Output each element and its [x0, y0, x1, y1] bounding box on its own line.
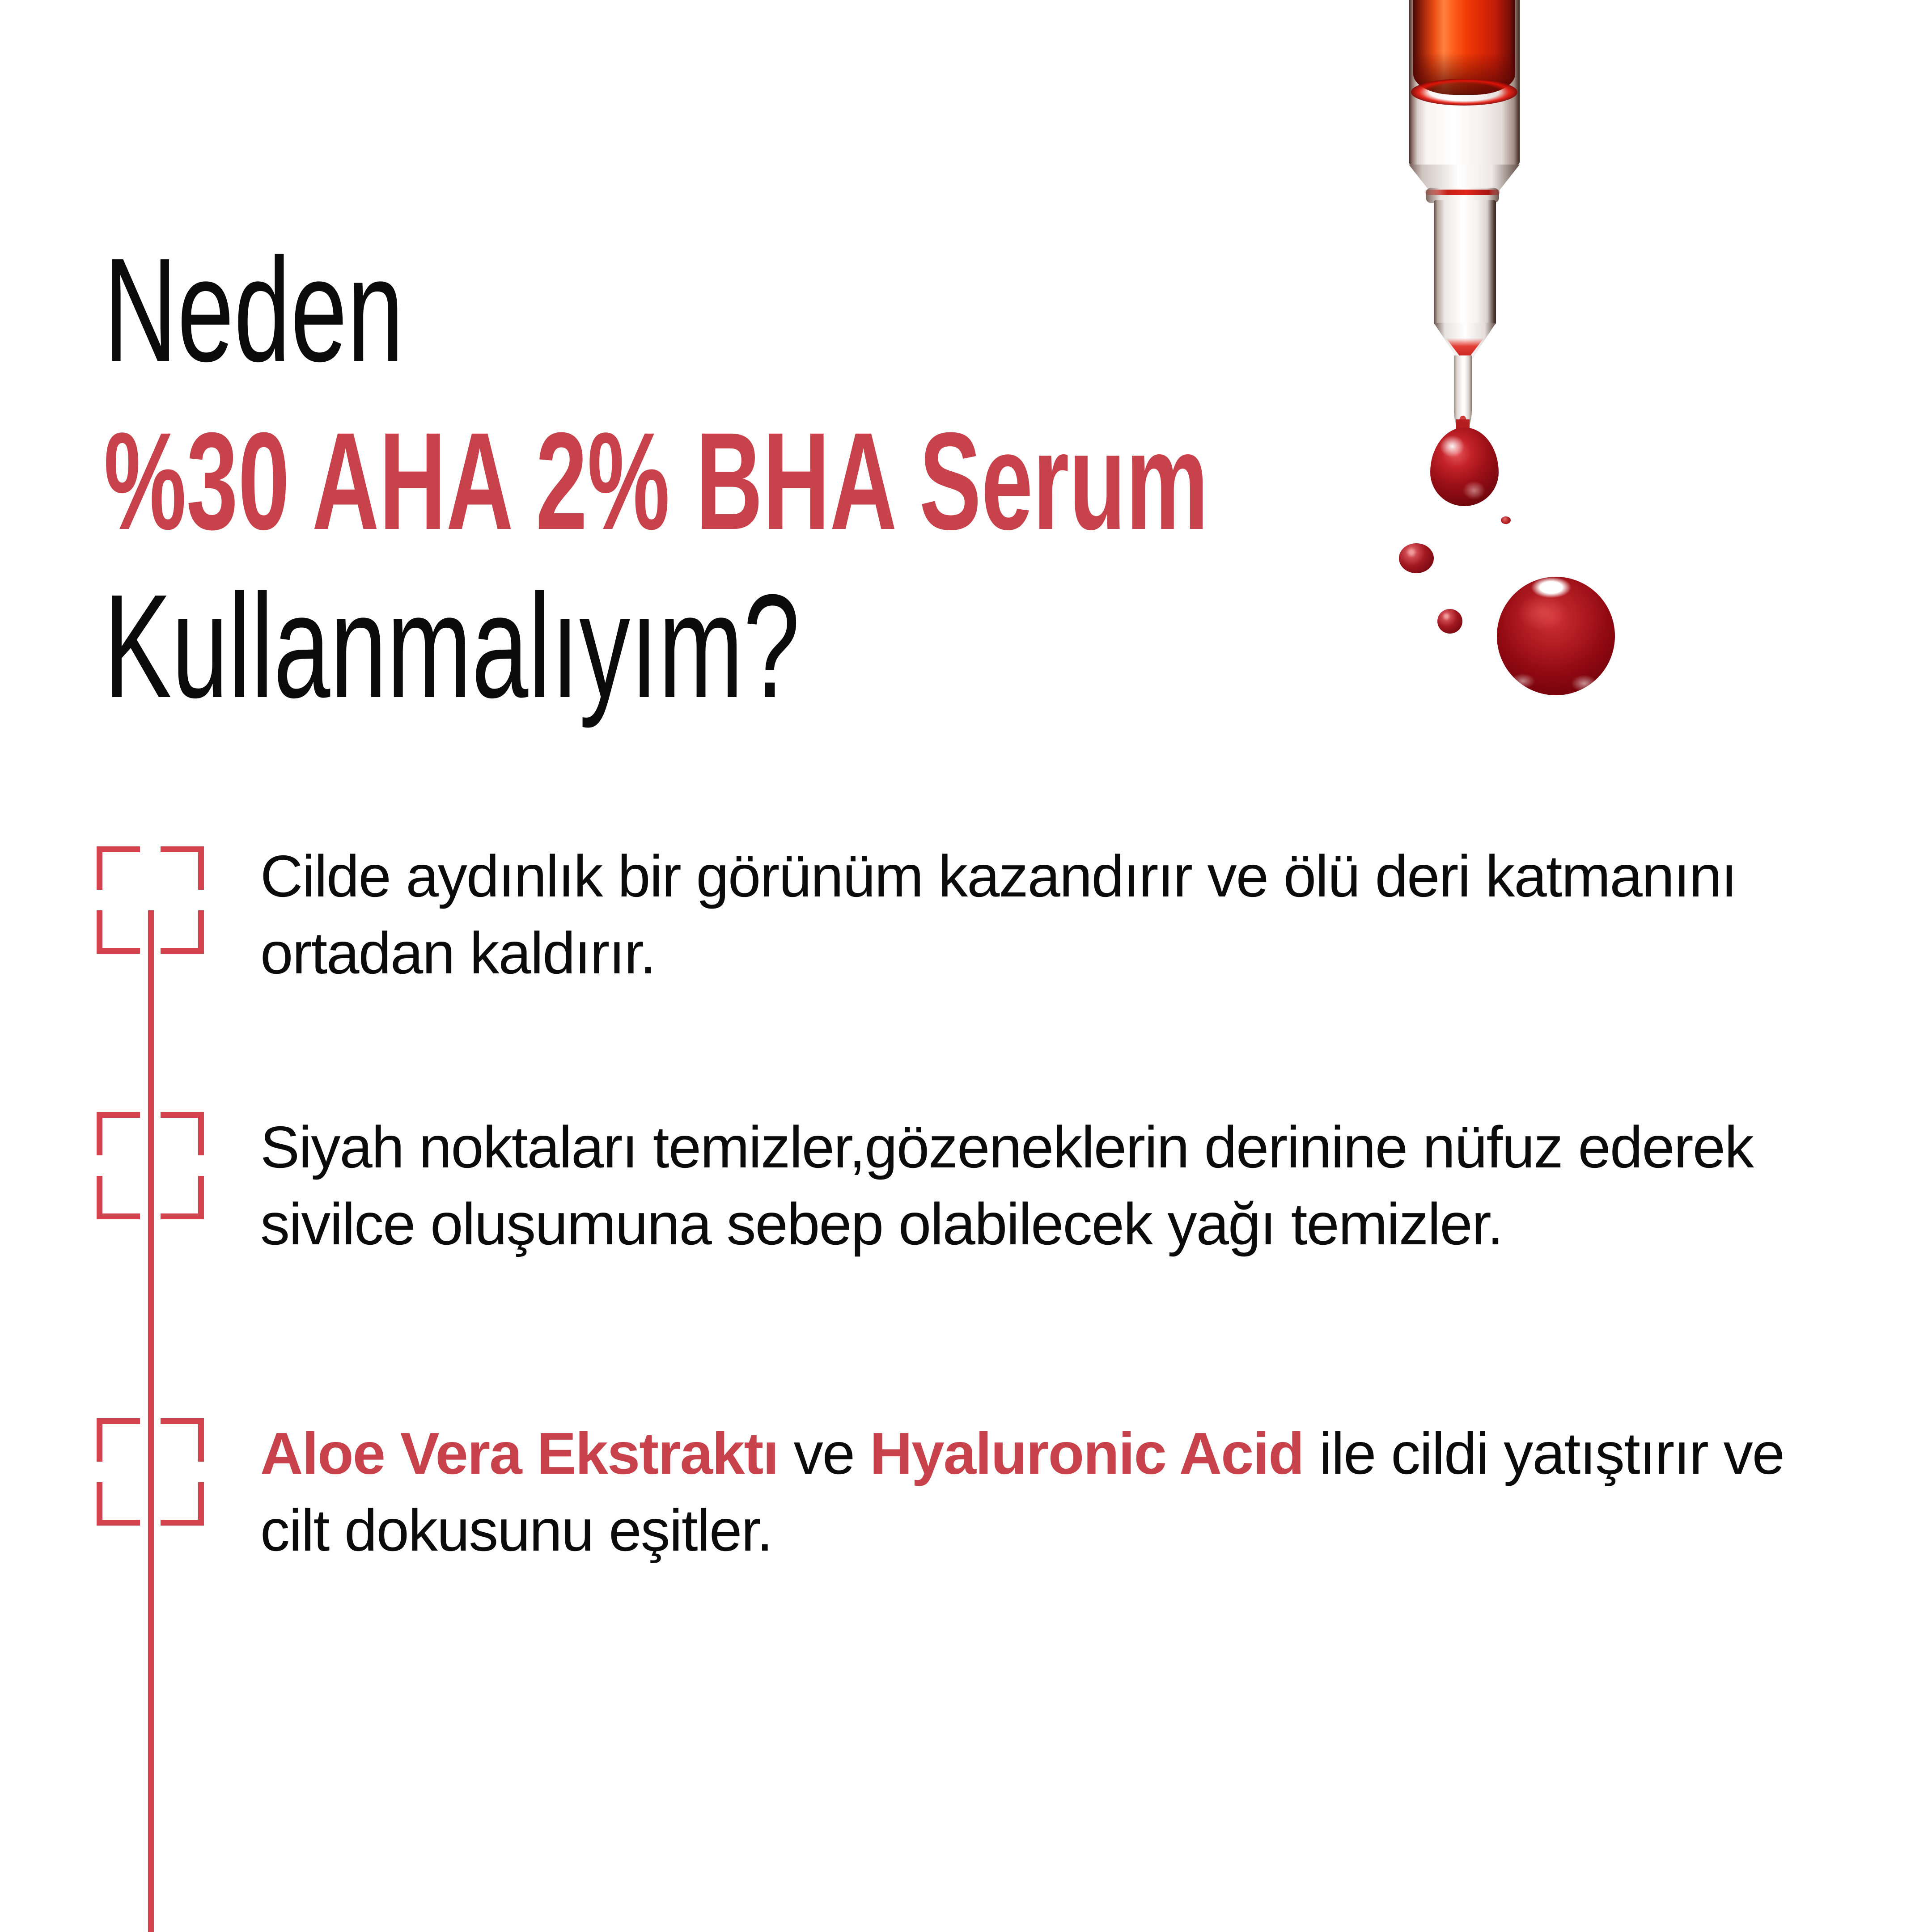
- benefit-2-line-2: sivilce oluşumuna sebep olabilecek yağı temizler.: [260, 1191, 1503, 1257]
- serum-drop-large: [1497, 577, 1615, 695]
- title-line-2-accent: [104, 403, 1753, 558]
- pipette-barrel: [1434, 200, 1496, 325]
- title-line-3: [104, 563, 1113, 728]
- benefit-3-connector-text: ve: [778, 1420, 870, 1486]
- serum-droplet-small-left: [1399, 543, 1434, 573]
- bracket-corner-top-right: [161, 1112, 204, 1155]
- benefit-item-2: [260, 1109, 1893, 1263]
- corner-bracket-square-icon: [97, 846, 204, 954]
- ingredient-hyaluronic-acid: Hyaluronic Acid: [869, 1420, 1304, 1486]
- benefit-3-line-2: cilt dokusunu eşitler.: [260, 1497, 772, 1563]
- pipette-shoulder: [1409, 165, 1520, 191]
- pipette-neck-red-band: [1425, 190, 1500, 195]
- bracket-corner-bottom-left: [97, 1482, 140, 1526]
- bracket-corner-bottom-right: [161, 1482, 204, 1526]
- title-line-1-text: Neden: [104, 227, 404, 392]
- benefit-1-line-1: Cilde aydınlık bir görünüm kazandırır ve ölü deri katmanını: [260, 843, 1737, 909]
- title-line-3-text: Kullanmalıyım?: [104, 563, 800, 728]
- corner-bracket-square-icon: [97, 1112, 204, 1219]
- bracket-corner-bottom-right: [161, 910, 204, 954]
- bracket-corner-top-left: [97, 1112, 140, 1155]
- serum-droplet-tiny: [1501, 516, 1511, 524]
- bracket-corner-top-right: [161, 846, 204, 890]
- benefit-1-line-2: ortadan kaldırır.: [260, 920, 656, 986]
- bracket-corner-top-right: [161, 1418, 204, 1462]
- ingredient-aloe-vera: Aloe Vera Ekstraktı: [260, 1420, 778, 1486]
- benefit-item-1: [260, 838, 1893, 992]
- bracket-corner-top-left: [97, 846, 140, 890]
- benefit-3-rest-text: ile cildi yatıştırır ve: [1303, 1420, 1784, 1486]
- benefit-3-line-1: [260, 1415, 1893, 1492]
- bracket-corner-bottom-right: [161, 1176, 204, 1219]
- benefit-2-line-1: Siyah noktaları temizler,gözeneklerin derinine nüfuz ederek: [260, 1114, 1753, 1180]
- bracket-corner-bottom-left: [97, 1176, 140, 1219]
- bracket-corner-bottom-left: [97, 910, 140, 954]
- serum-meniscus: [1411, 79, 1517, 106]
- corner-bracket-square-icon: [97, 1418, 204, 1526]
- bracket-corner-top-left: [97, 1418, 140, 1462]
- title-line-2-text: %30 AHA 2% BHA Serum: [104, 403, 1208, 558]
- serum-droplet-small-center: [1437, 609, 1462, 634]
- benefit-item-3: [260, 1415, 1893, 1569]
- title-line-1: [104, 227, 538, 392]
